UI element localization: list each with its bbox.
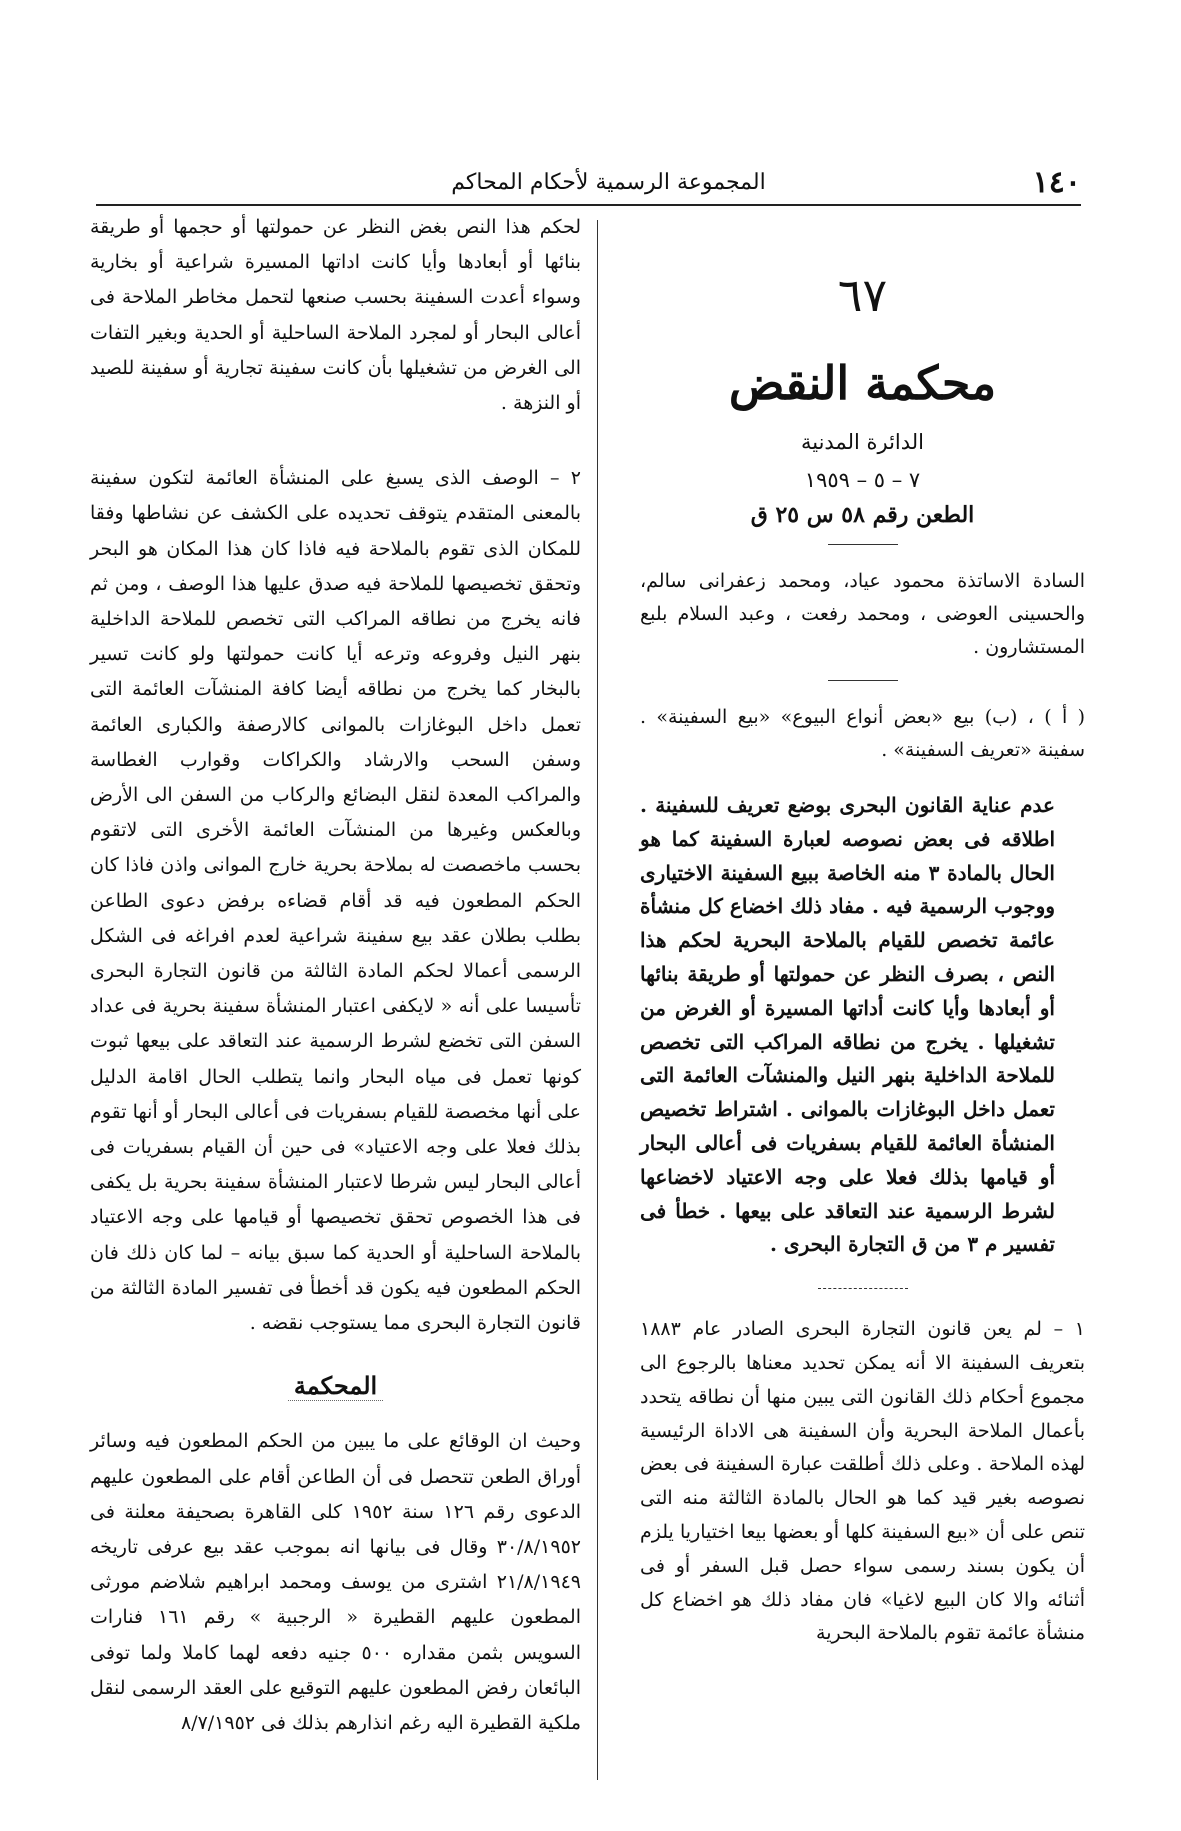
column-divider — [597, 220, 598, 1780]
appeal-number: الطعن رقم ٥٨ س ٢٥ ق — [750, 502, 975, 528]
case-number: ٦٧ — [837, 268, 888, 322]
verdict-heading — [90, 1371, 581, 1400]
separator-rule — [828, 680, 898, 681]
main-text-column — [90, 210, 581, 1741]
verdict-paragraph: وحيث ان الوقائع على ما يبين من الحكم المطعون فيه وسائر أوراق الطعن تتحصل فى أن الطاعن أقام على المطعون عليهم الدعوى رقم ١٢٦ سنة ١٩٥٢ كلى القاهرة بصحيفة معلنة فى ٣٠/٨/١٩٥٢ وقال فى بيانها انه بموجب عقد بيع عرفى تاريخه ٢١/٨/١٩٤٩ اشترى من يوسف ومحمد ابراهيم شلاضم مورثى المطعون عليهم القطيرة « الرجبية » رقم ١٦١ فنارات السويس بثمن مقداره ٥٠٠ جنيه دفعه لهما كاملا ولما توفى البائعان رفض المطعون عليهم التوقيع على العقد الرسمى لنقل ملكية القطيرة اليه رغم انذارهم بذلك فى ٨/٧/١٩٥٢ — [90, 1430, 582, 1734]
chamber: الدائرة المدنية — [800, 430, 925, 454]
bench-members: السادة الاساتذة محمود عياد، ومحمد زعفرانى سالم، والحسينى العوضى ، ومحمد رفعت ، وعبد السلام بلبع المستشارون . — [640, 570, 1085, 658]
keywords: ( أ ) ، (ب) بيع «بعض أنواع البيوع» «بيع السفينة» . سفينة «تعريف السفينة» . — [640, 706, 1085, 761]
main-paragraph-2: ٢ – الوصف الذى يسبغ على المنشأة العائمة لتكون سفينة بالمعنى المتقدم يتوقف تحديده على الكشف عن نشاطها وفقا للمكان الذى تقوم بالملاحة فيه فاذا كان هذا المكان هو البحر وتحقق تخصيصها للملاحة فيه صدق عليها هذا الوصف ، ومن ثم فانه يخرج من نطاقه المراكب التى تخصص للملاحة الداخلية بنهر النيل وفروعه وترعه أيا كانت حمولتها ولو كانت تسير بالبخار كما يخرج من نطاقه أيضا كافة المنشآت العائمة التى تعمل داخل البوغازات بالموانى كالارصفة والكبارى العائمة وسفن السحب والارشاد والكراكات وقوارب الغطاسة والمراكب المعدة لنقل البضائع والركاب من السفن الى الأرض وبالعكس وغيرها من المنشآت العائمة الأخرى التى لاتقوم بحسب ماخصصت له بملاحة بحرية خارج الموانى واذن فاذا كان الحكم المطعون فيه قد أقام قضاءه برفض دعوى الطاعن بطلب بطلان عقد بيع سفينة شراعية لعدم افراغه فى الشكل الرسمى أعمالا لحكم المادة الثالثة من قانون التجارة البحرى تأسيسا على أنه « لايكفى اعتبار المنشأة سفينة بحرية فى عداد السفن التى تخضع لشرط الرسمية عند التعاقد على بيعها ثبوت كونها تعمل فى مياه البحار وانما يتطلب الحال اقامة الدليل على أنها مخصصة للقيام بسفريات فى أعالى البحار أو أنها تقوم بذلك فعلا على وجه الاعتياد» فى حين أن القيام بسفريات فى أعالى البحار ليس شرطا لاعتبار المنشأة سفينة بحرية بل يكفى فى هذا الخصوص تحقق تخصيصها أو قيامها على وجه الاعتياد بالملاحة الساحلية أو الحدية كما سبق بيانه – لما كان ذلك فان الحكم المطعون فيه يكون قد أخطأ فى تفسير المادة الثالثة من قانون التجارة البحرى مما يستوجب نقضه . — [90, 467, 581, 1335]
case-info-column — [640, 210, 1085, 1651]
paragraph-gap — [90, 421, 581, 461]
page-number: ١٤٠ — [1032, 164, 1081, 200]
separator-rule — [828, 544, 898, 545]
main-paragraph-1: لحكم هذا النص بغض النظر عن حمولتها أو حجمها أو طريقة بنائها أو أبعادها وأيا كانت اداتها المسيرة شراعية أو بخارية وسواء أعدت السفينة بحسب صنعها لتحمل مخاطر الملاحة فى أعالى البحار أو لمجرد الملاحة الساحلية أو الحدية وبغير التفات الى الغرض من تشغيلها بأن كانت سفينة تجارية أو سفينة للصيد أو النزهة . — [90, 216, 581, 415]
footnote-paragraph: ١ – لم يعن قانون التجارة البحرى الصادر عام ١٨٨٣ بتعريف السفينة الا أنه يمكن تحديد معناها بالرجوع الى مجموع أحكام ذلك القانون التى يبين منها أن نطاقه يتحدد بأعمال الملاحة البحرية وأن السفينة هى الاداة الرئيسية لهذه الملاحة . وعلى ذلك أطلقت عبارة السفينة فى بعض نصوصه بغير قيد كما هو الحال بالمادة الثالثة منه التى تنص على أن «بيع السفينة كلها أو بعضها بيعا اختياريا يلزم أن يكون بسند رسمى سواء حصل قبل السفر أو فى أثنائه والا كان البيع لاغيا» فان مفاد ذلك هو اخضاع كل منشأة عائمة تقوم بالملاحة البحرية — [640, 1318, 1085, 1645]
page-header — [96, 162, 1081, 202]
footnote-rule — [818, 1288, 908, 1289]
header-rule — [96, 204, 1081, 206]
legal-summary: عدم عناية القانون البحرى بوضع تعريف للسفينة . اطلاقه فى بعض نصوصه لعبارة السفينة كما هو الحال بالمادة ٣ منه الخاصة ببيع السفينة الاختيارى ووجوب الرسمية فيه . مفاد ذلك اخضاع كل منشأة عائمة تخصص للقيام بالملاحة البحرية لحكم هذا النص ، بصرف النظر عن حمولتها أو طريقة بنائها أو أبعادها وأيا كانت أداتها المسيرة أو الغرض من تشغيلها . يخرج من نطاقه المراكب التى تخصص للملاحة الداخلية بنهر النيل والمنشآت العائمة التى تعمل داخل البوغازات بالموانى . اشتراط تخصيص المنشأة العائمة للقيام بسفريات فى أعالى البحار أو قيامها بذلك فعلا على وجه الاعتياد لاخضاعها لشرط الرسمية عند التعاقد على بيعها . خطأ فى تفسير م ٣ من ق التجارة البحرى . — [640, 793, 1055, 1257]
running-title: المجموعة الرسمية لأحكام المحاكم — [451, 169, 766, 195]
verdict-heading-text: المحكمة — [288, 1371, 383, 1401]
judgment-date: ٧ – ٥ – ١٩٥٩ — [804, 468, 921, 492]
court-name: محكمة النقض — [728, 356, 997, 410]
